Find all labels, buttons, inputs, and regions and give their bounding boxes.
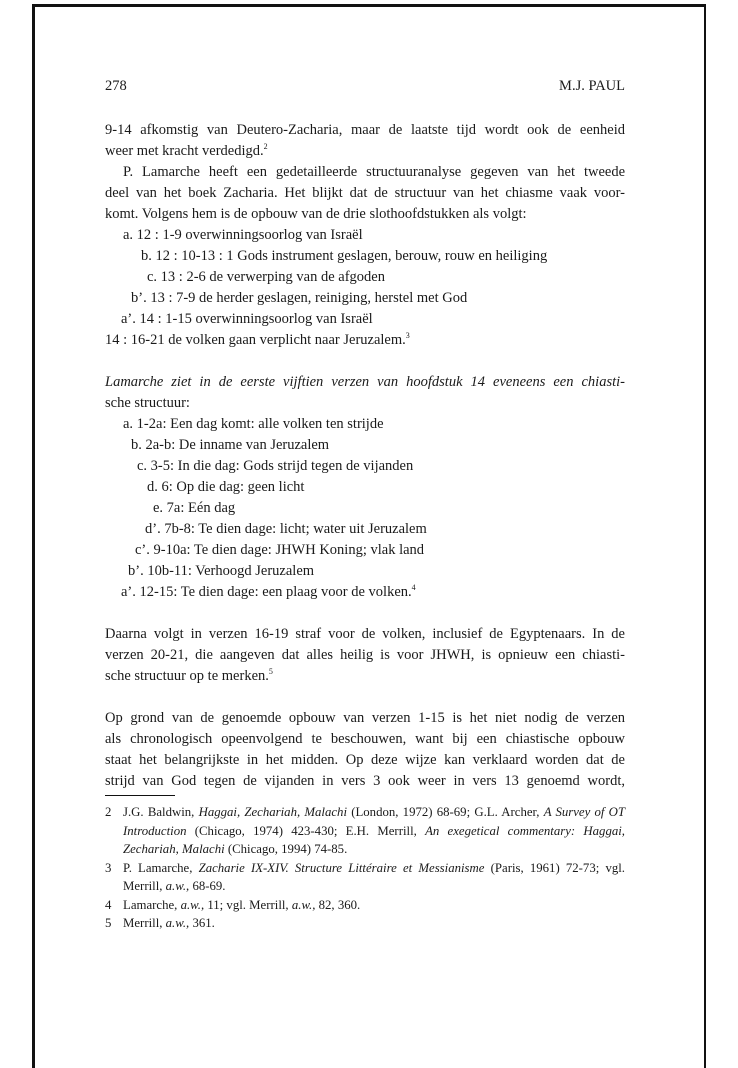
list-item: d. 6: Op die dag: geen licht <box>147 479 305 495</box>
footnote-2: 2 J.G. Baldwin, Haggai, Zechariah, Malachi (London, 1972) 68-69; G.L. Archer, A Survey of OT Introduction (Chicago, 1974) 423-430; E.H. Merrill, An exegetical commentary: Haggai, Zechariah, Malachi (Chicago, 1994) 74-85. <box>105 805 625 856</box>
footnotes <box>105 803 625 933</box>
footnote-ref: 3 <box>405 331 410 341</box>
text-line: Daarna volgt in verzen 16-19 straf voor de volken, inclusief de Egyptenaars. In de <box>105 626 625 642</box>
list-item: a’. 12-15: Te dien dage: een plaag voor de volken.$^4$ <box>121 583 416 600</box>
paragraph-1 <box>105 120 625 162</box>
list-item: b. 12 : 10-13 : 1 Gods instrument geslagen, berouw, rouw en heiliging <box>141 248 548 264</box>
list-item: c’. 9-10a: Te dien dage: JHWH Koning; vlak land <box>135 542 425 558</box>
list-item: a. 1-2a: Een dag komt: alle volken ten strijde <box>123 416 384 432</box>
paragraph-3 <box>105 372 625 414</box>
text-line: P. Lamarche heeft een gedetailleerde structuuranalyse gegeven van het tweede <box>123 164 625 180</box>
list-item: b’. 10b-11: Verhoogd Jeruzalem <box>128 563 315 579</box>
page-border-right <box>704 4 706 1068</box>
list-item: b’. 13 : 7-9 de herder geslagen, reiniging, herstel met God <box>131 290 468 306</box>
list-item: a’. 14 : 1-15 overwinningsoorlog van Israël <box>121 311 373 327</box>
list-item: a. 12 : 1-9 overwinningsoorlog van Israël <box>123 227 363 243</box>
text-line: verzen 20-21, die aangeven dat alles heilig is voor JHWH, is opnieuw een chiasti- <box>105 647 625 663</box>
paragraph-4 <box>105 624 625 687</box>
list-item: d’. 7b-8: Te dien dage: licht; water uit Jeruzalem <box>145 521 427 537</box>
paragraph-5 <box>105 708 625 792</box>
footnote-separator <box>105 795 175 796</box>
text-line: als chronologisch opeenvolgend te beschouwen, want bij een chiastische opbouw <box>105 731 625 747</box>
list-item: b. 2a-b: De inname van Jeruzalem <box>131 437 330 453</box>
text-line: sche structuur op te merken.$^5$ <box>105 667 273 684</box>
running-author: M.J. PAUL <box>559 78 625 94</box>
paragraph-2 <box>105 162 625 225</box>
page-number: 278 <box>105 78 127 94</box>
page-body <box>105 76 625 933</box>
list-item: e. 7a: Eén dag <box>153 500 236 516</box>
footnote-ref: 5 <box>268 667 273 677</box>
text-line: 9-14 afkomstig van Deutero-Zacharia, maar de laatste tijd wordt ook de eenheid <box>105 122 625 138</box>
text-line: sche structuur: <box>105 395 190 411</box>
footnote-ref: 2 <box>263 142 268 152</box>
page-border-left <box>32 4 35 1068</box>
text-line: staat het belangrijkste in het midden. Op deze wijze kan verklaard worden dat de <box>105 752 625 768</box>
text-line: deel van het boek Zacharia. Het blijkt dat de structuur van het chiasme vaak voor- <box>105 185 625 201</box>
structure-list-1 <box>105 225 625 351</box>
text-line: weer met kracht verdedigd.$^2$ <box>105 142 268 159</box>
text-line: strijd van God tegen de vijanden in vers 3 ook weer in vers 13 genoemd wordt, <box>105 773 625 789</box>
running-header <box>105 76 625 96</box>
page-border-top <box>32 4 706 7</box>
footnote-3: 3 P. Lamarche, Zacharie IX-XIV. Structure Littéraire et Messianisme (Paris, 1961) 72-73; vgl. Merrill, a.w., 68-69. <box>105 860 625 893</box>
text-line: Op grond van de genoemde opbouw van verzen 1-15 is het niet nodig de verzen <box>105 710 625 726</box>
list-item: 14 : 16-21 de volken gaan verplicht naar Jeruzalem.$^3$ <box>105 331 410 348</box>
footnote-4: 4 Lamarche, a.w., 11; vgl. Merrill, a.w., 82, 360. <box>105 897 361 912</box>
list-item: c. 3-5: In die dag: Gods strijd tegen de vijanden <box>137 458 414 474</box>
structure-list-2 <box>105 414 625 603</box>
text-line: komt. Volgens hem is de opbouw van de drie slothoofdstukken als volgt: <box>105 206 527 222</box>
footnote-5: 5 Merrill, a.w., 361. <box>105 916 215 930</box>
list-item: c. 13 : 2-6 de verwerping van de afgoden <box>147 269 385 285</box>
footnote-ref: 4 <box>411 583 416 593</box>
text-line: Lamarche ziet in de eerste vijftien verzen van hoofdstuk 14 eveneens een chiasti- <box>105 374 625 390</box>
